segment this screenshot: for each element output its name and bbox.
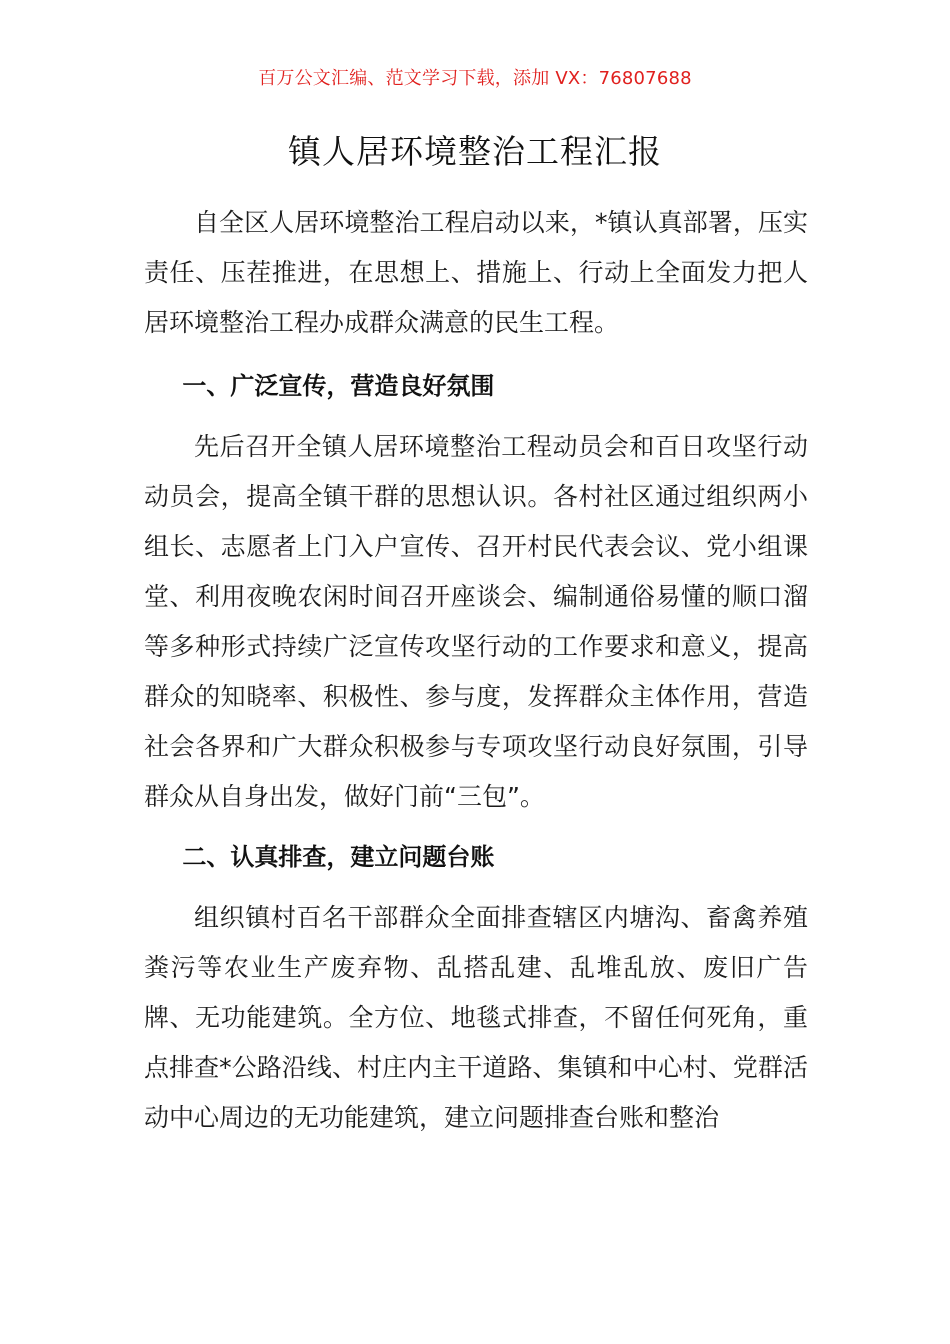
section-heading-2: 二、认真排查，建立问题台账: [182, 843, 495, 871]
section-paragraph-1: 先后召开全镇人居环境整治工程动员会和百日攻坚行动动员会，提高全镇干群的思想认识。各村社区通过组织两小组长、志愿者上门入户宣传、召开村民代表会议、党小组课堂、利用夜晚农闲时间召开座谈会、编制通俗易懂的顺口溜等多种形式持续广泛宣传攻坚行动的工作要求和意义，提高群众的知晓率、积极性、参与度，发挥群众主体作用，营造社会各界和广大群众积极参与专项攻坚行动良好氛围，引导群众从自身出发，做好门前“三包”。: [144, 432, 808, 811]
promo-banner: 百万公文汇编、范文学习下载，添加 VX：76807688: [258, 68, 692, 89]
section-paragraph-2: 组织镇村百名干部群众全面排查辖区内塘沟、畜禽养殖粪污等农业生产废弃物、乱搭乱建、乱堆乱放、废旧广告牌、无功能建筑。全方位、地毯式排查，不留任何死角，重点排查*公路沿线、村庄内主干道路、集镇和中心村、党群活动中心周边的无功能建筑，建立问题排查台账和整治: [144, 903, 808, 1132]
document-title: 镇人居环境整治工程汇报: [288, 132, 662, 171]
section-heading-1: 一、广泛宣传，营造良好氛围: [182, 372, 495, 400]
intro-paragraph: 自全区人居环境整治工程启动以来，*镇认真部署，压实责任、压茬推进，在思想上、措施上、行动上全面发力把人居环境整治工程办成群众满意的民生工程。: [144, 208, 808, 337]
